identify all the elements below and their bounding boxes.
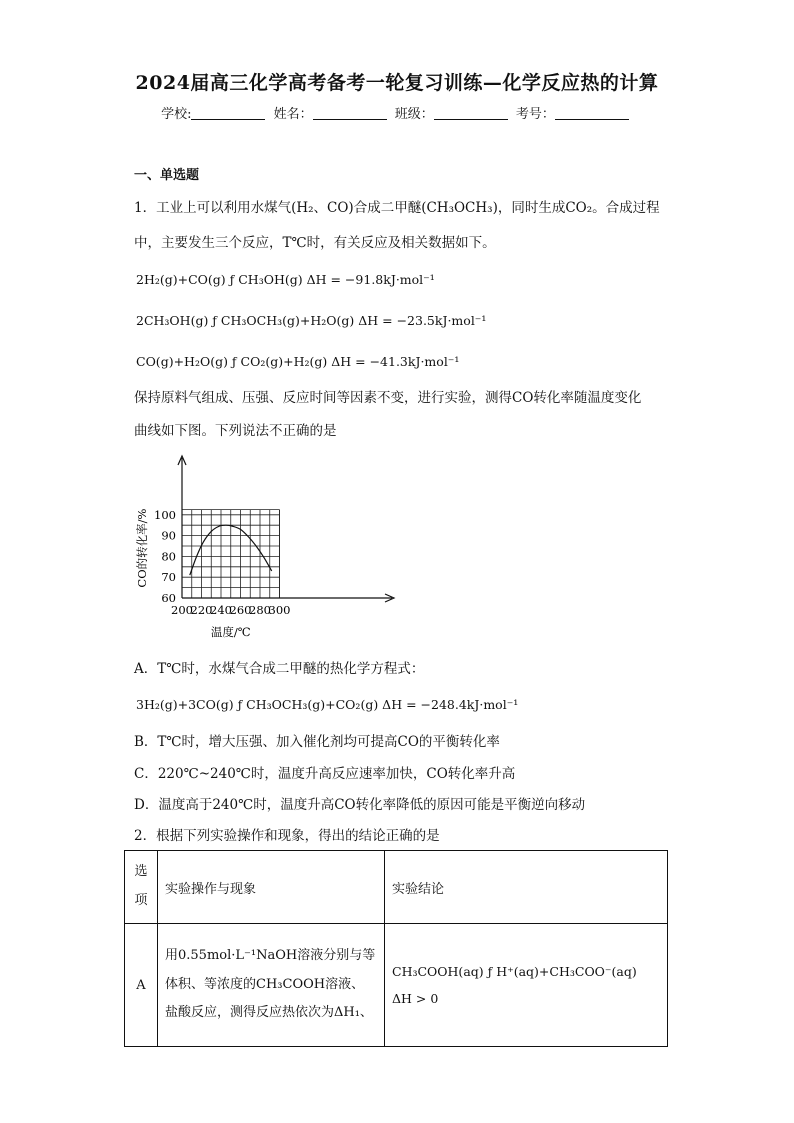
q1-option-d: D．温度高于240℃时，温度升高CO转化率降低的原因可能是平衡逆向移动 <box>134 797 586 813</box>
class-blank <box>434 106 508 120</box>
y-tick-label: 90 <box>161 528 176 543</box>
x-axis-label: 温度/℃ <box>210 625 251 639</box>
y-tick-label: 100 <box>154 507 176 522</box>
school-label: 学校: <box>161 107 192 122</box>
header-option-cell: 选 项 <box>125 851 158 924</box>
section-heading: 一、单选题 <box>134 168 200 183</box>
q1-stem-line1: 1．工业上可以利用水煤气(H₂、CO)合成二甲醚(CH₃OCH₃)，同时生成CO₂。合成过程 <box>134 200 660 216</box>
x-tick-label: 280 <box>249 603 271 617</box>
name-blank <box>313 106 387 120</box>
q2-table <box>124 850 668 1047</box>
co-conversion-chart <box>130 452 400 644</box>
q1-option-a-equation: 3H₂(g)+3CO(g) ƒ CH₃OCH₃(g)+CO₂(g) ΔH = −248.4kJ·mol⁻¹ <box>136 697 519 712</box>
q1-equation-3: CO(g)+H₂O(g) ƒ CO₂(g)+H₂(g) ΔH = −41.3kJ·mol⁻¹ <box>136 354 460 369</box>
chart-axes <box>178 456 394 602</box>
header-conclusion-cell: 实验结论 <box>385 851 668 924</box>
q1-equation-1: 2H₂(g)+CO(g) ƒ CH₃OH(g) ΔH = −91.8kJ·mol⁻¹ <box>136 272 435 287</box>
q1-stem-line2: 中，主要发生三个反应，T℃时，有关反应及相关数据如下。 <box>134 235 496 251</box>
name-label: 姓名： <box>273 107 313 122</box>
table-row <box>125 924 668 1047</box>
x-tick-label: 220 <box>190 603 213 617</box>
row-a-label: A <box>125 924 158 1047</box>
y-tick-label: 60 <box>161 591 176 605</box>
q1-equation-2: 2CH₃OH(g) ƒ CH₃OCH₃(g)+H₂O(g) ΔH = −23.5kJ·mol⁻¹ <box>136 313 487 328</box>
y-tick-label: 70 <box>161 570 176 585</box>
number-label: 考号： <box>515 107 555 122</box>
header-operation-cell: 实验操作与现象 <box>158 851 385 924</box>
q1-option-c: C．220℃~240℃时，温度升高反应速率加快，CO转化率升高 <box>134 766 516 782</box>
x-tick-label: 200 <box>171 603 193 617</box>
q1-desc-line1: 保持原料气组成、压强、反应时间等因素不变，进行实验，测得CO转化率随温度变化 <box>134 390 642 406</box>
q1-option-a: A．T℃时，水煤气合成二甲醚的热化学方程式： <box>134 661 425 677</box>
y-axis-label: CO的转化率/% <box>135 508 149 588</box>
row-a-operation: 用0.55mol·L⁻¹NaOH溶液分别与等 体积、等浓度的CH₃COOH溶液、 盐酸反应，测得反应热依次为ΔH₁、 <box>158 924 385 1047</box>
x-tick-label: 240 <box>210 603 232 617</box>
number-blank <box>555 106 629 120</box>
row-a-conclusion: CH₃COOH(aq) ƒ H⁺(aq)+CH₃COO⁻(aq) ΔH > 0 <box>385 924 668 1047</box>
x-tick-label: 300 <box>268 603 291 617</box>
q2-stem: 2．根据下列实验操作和现象，得出的结论正确的是 <box>134 828 440 844</box>
page-title: 2024届高三化学高考备考一轮复习训练—化学反应热的计算 <box>135 72 659 94</box>
chart-grid <box>182 510 280 598</box>
class-label: 班级： <box>394 107 434 122</box>
x-tick-label: 260 <box>229 603 252 617</box>
school-blank <box>191 106 265 120</box>
q1-desc-line2: 曲线如下图。下列说法不正确的是 <box>134 423 337 439</box>
student-info-line <box>0 103 794 122</box>
q1-option-b: B．T℃时，增大压强、加入催化剂均可提高CO的平衡转化率 <box>134 734 500 750</box>
y-tick-label: 80 <box>161 549 176 564</box>
table-header-row <box>125 851 668 924</box>
